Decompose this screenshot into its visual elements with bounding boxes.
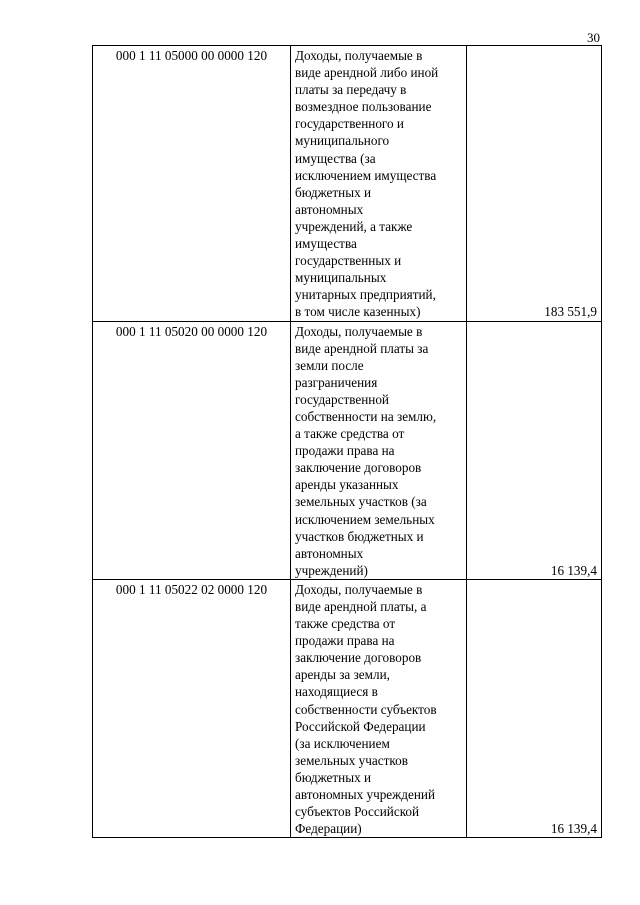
- revenue-name-line: виде арендной либо иной: [295, 65, 439, 81]
- revenue-name-line: Доходы, получаемые в: [295, 48, 423, 63]
- revenue-name-line: виде арендной платы, а: [295, 599, 427, 614]
- revenue-name-line: Российской Федерации: [295, 718, 426, 734]
- revenue-name-cell: [291, 579, 467, 837]
- revenue-name-line: имущества: [295, 236, 357, 252]
- revenue-name-line: Доходы, получаемые в: [295, 323, 423, 339]
- revenue-name-line: аренды указанных: [295, 477, 399, 493]
- revenue-name-line: заключение договоров: [295, 650, 422, 666]
- revenue-name-line: субъектов Российской: [295, 804, 420, 820]
- revenue-amount-cell: 183 551,9: [467, 46, 602, 322]
- revenue-name-line: в том числе казенных): [295, 304, 421, 320]
- revenue-code-cell: 000 1 11 05000 00 0000 120: [93, 46, 291, 322]
- revenue-name-line: земельных участков (за: [295, 494, 427, 510]
- revenue-name-line: имущества (за: [295, 150, 376, 166]
- revenue-name-line: учреждений, а также: [295, 218, 413, 234]
- revenue-amount-cell: 16 139,4: [467, 579, 602, 837]
- revenue-name-line: находящиеся в: [295, 684, 378, 700]
- revenue-name-line: государственной: [295, 391, 389, 407]
- revenue-name-line: земли после: [295, 357, 364, 373]
- revenue-name-line: автономных: [295, 201, 364, 217]
- revenue-name-line: собственности на землю,: [295, 408, 437, 424]
- revenue-code-cell: 000 1 11 05022 02 0000 120: [93, 579, 291, 837]
- revenue-name-line: Доходы, получаемые в: [295, 581, 423, 597]
- revenue-name-line: муниципальных: [295, 270, 387, 286]
- revenue-code-cell: 000 1 11 05020 00 0000 120: [93, 321, 291, 579]
- revenue-name-line: участков бюджетных и: [295, 528, 424, 544]
- revenue-name-line: исключением земельных: [295, 511, 435, 527]
- revenue-name-cell: [291, 321, 467, 579]
- page-number: 30: [587, 30, 600, 45]
- revenue-name-line: земельных участков: [295, 752, 408, 768]
- revenue-amount-cell: 16 139,4: [467, 321, 602, 579]
- revenue-name-line: учреждений): [295, 562, 368, 578]
- revenue-name-line: заключение договоров: [295, 460, 422, 476]
- revenue-name-line: бюджетных и: [295, 769, 372, 785]
- revenue-name-line: продажи права на: [295, 633, 395, 649]
- revenue-name-line: (за исключением: [295, 735, 390, 751]
- revenue-name-line: государственного и: [295, 116, 404, 132]
- revenue-name-line: автономных: [295, 545, 364, 561]
- revenue-name-line: аренды за земли,: [295, 667, 390, 683]
- revenue-name-line: Федерации): [295, 821, 362, 837]
- revenue-name-cell: [291, 46, 467, 322]
- revenue-name-line: государственных и: [295, 253, 402, 269]
- revenue-name-line: автономных учреждений: [295, 787, 436, 803]
- budget-revenue-table: [92, 45, 602, 838]
- table-row: [93, 579, 602, 837]
- table-row: [93, 321, 602, 579]
- revenue-name-line: собственности субъектов: [295, 701, 437, 717]
- revenue-name-line: также средства от: [295, 616, 396, 632]
- revenue-name-line: бюджетных и: [295, 184, 372, 200]
- revenue-name-line: платы за передачу в: [295, 82, 407, 98]
- revenue-name-line: виде арендной платы за: [295, 340, 429, 356]
- revenue-name-line: исключением имущества: [295, 167, 437, 183]
- revenue-name-line: унитарных предприятий,: [295, 287, 436, 303]
- revenue-name-line: а также средства от: [295, 426, 405, 442]
- revenue-name-line: продажи права на: [295, 443, 395, 459]
- table-row: [93, 46, 602, 322]
- revenue-name-line: муниципального: [295, 133, 390, 149]
- revenue-name-line: разграничения: [295, 374, 378, 390]
- revenue-name-line: возмездное пользование: [295, 99, 432, 115]
